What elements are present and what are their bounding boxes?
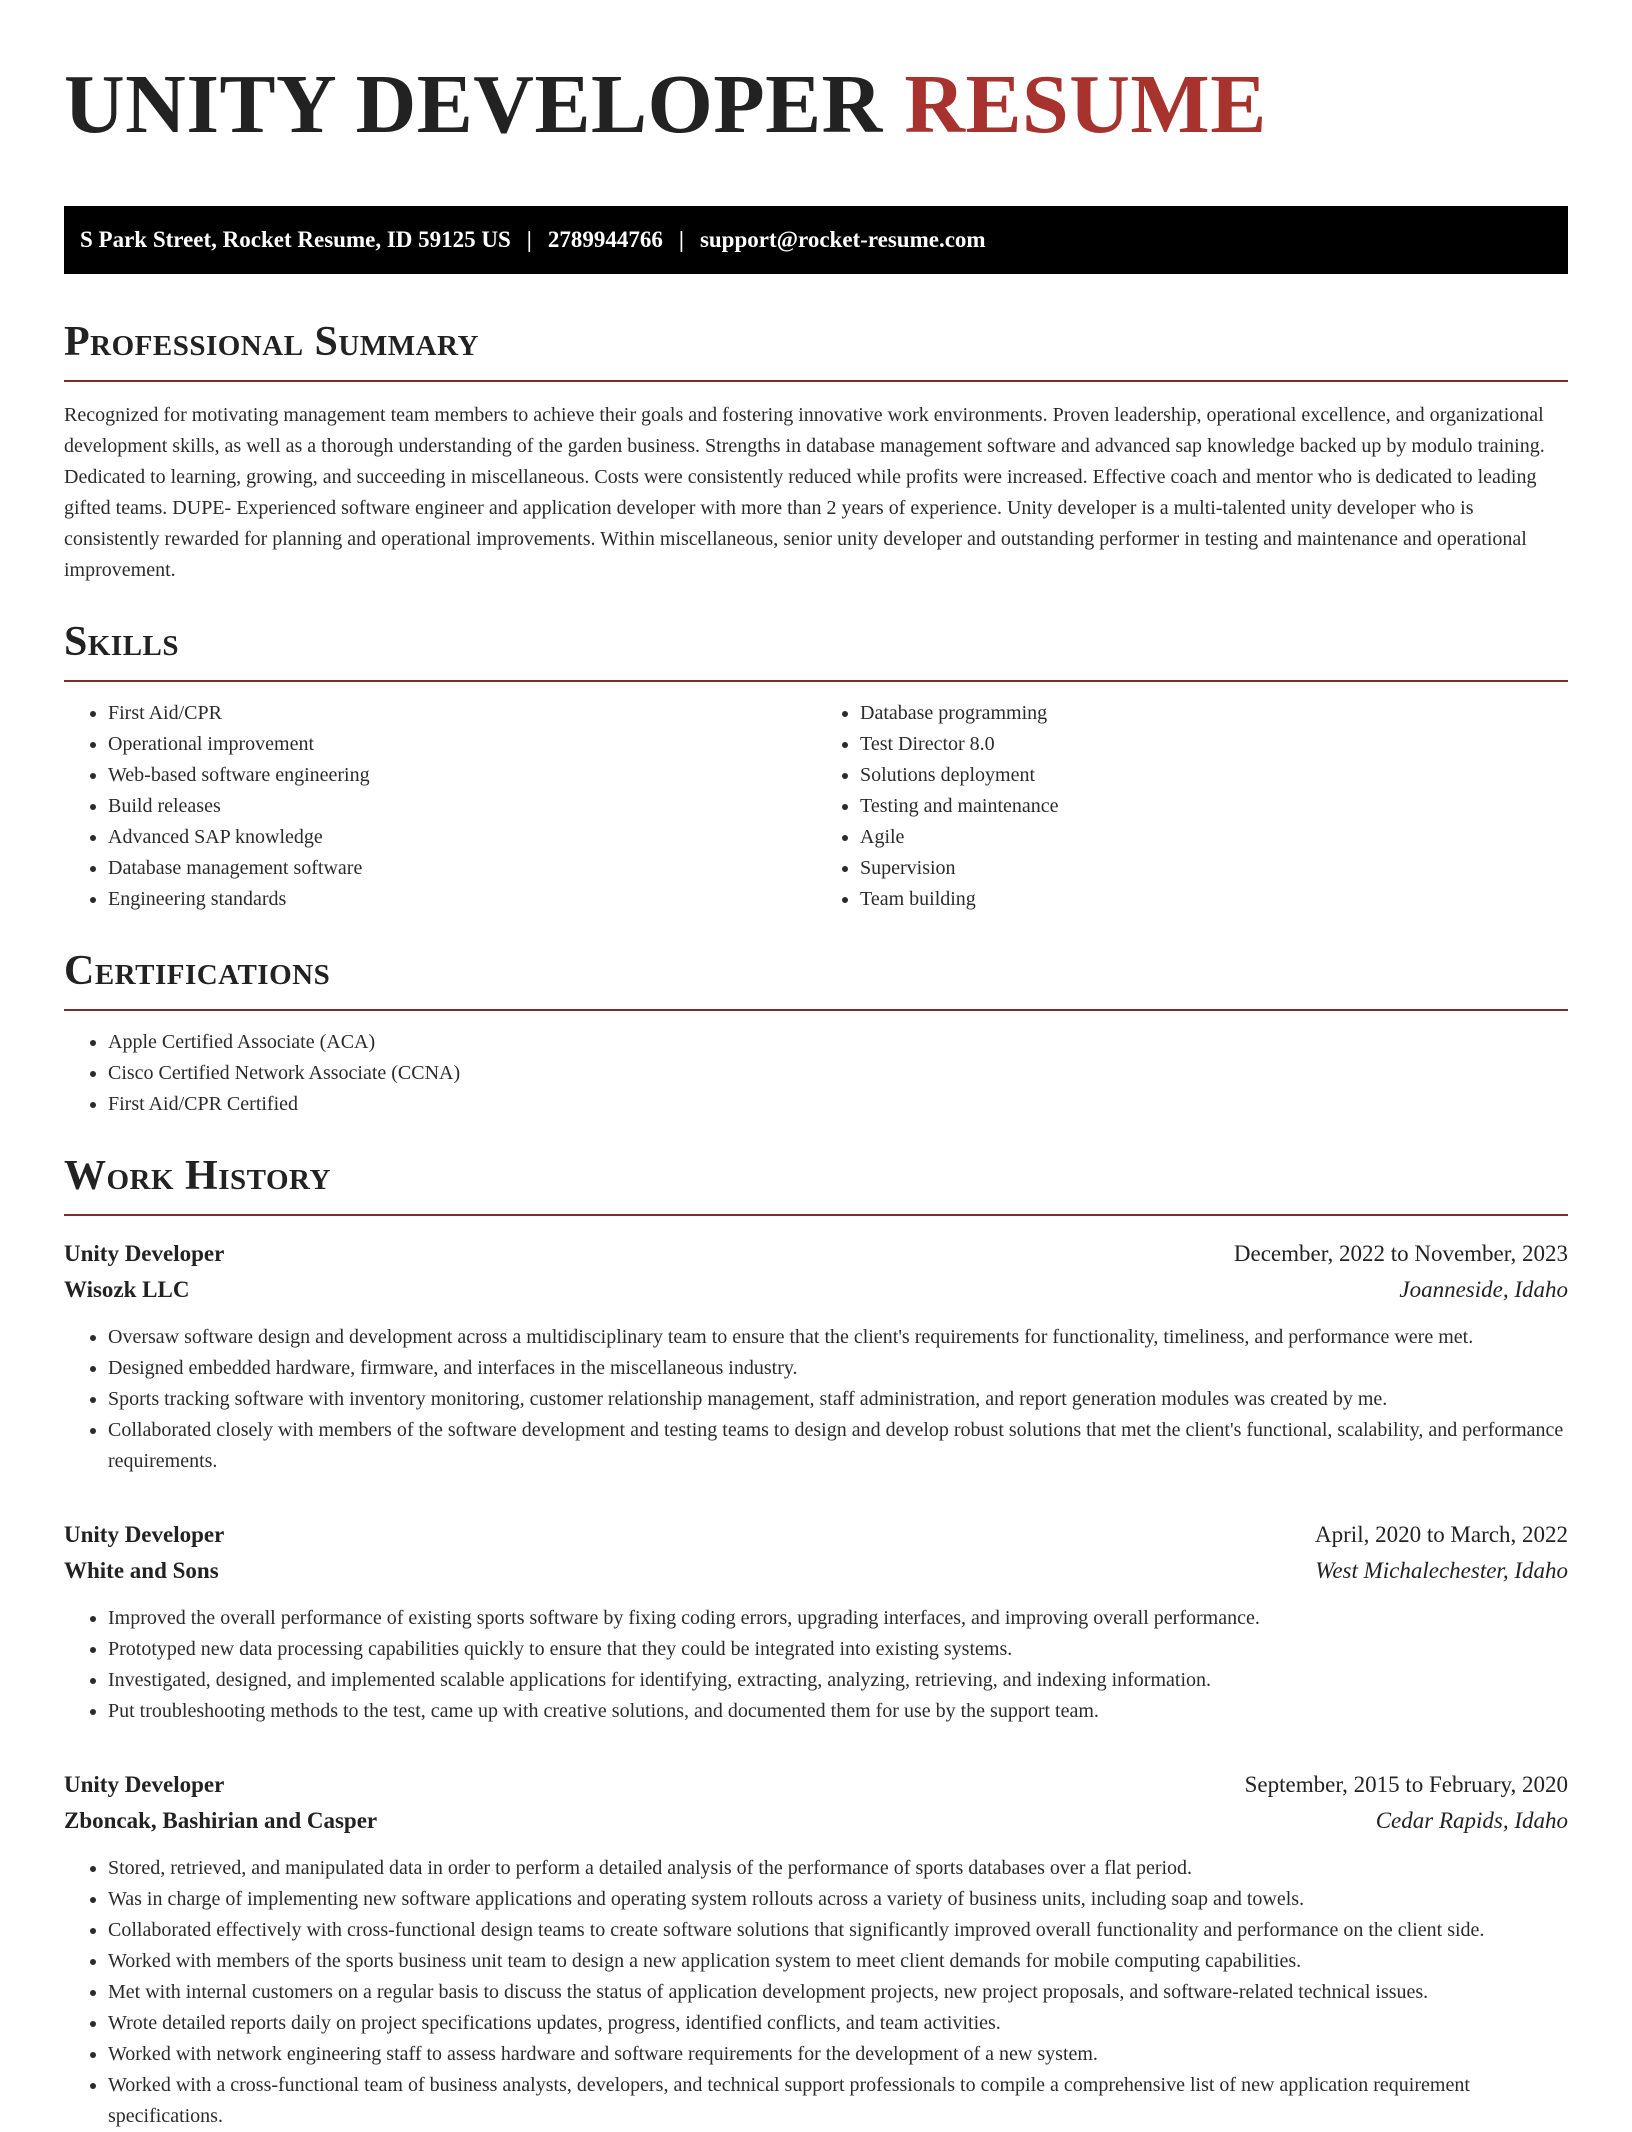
title-accent: RESUME (904, 58, 1267, 151)
job-company-row (64, 1553, 1568, 1589)
title-main: UNITY DEVELOPER (64, 58, 883, 151)
contact-separator: | (526, 227, 532, 252)
job-title: Unity Developer (64, 1241, 225, 1266)
skill-item: • Advanced SAP knowledge (108, 822, 816, 853)
skill-item: • Supervision (860, 853, 1568, 884)
job-bullets (64, 1322, 1568, 1477)
summary-text: Recognized for motivating management team members to achieve their goals and fostering innovative work environments. Proven leadership, operational excellence, and organizational development skills, as well as a thorough understanding of the garden business. Strengths in database management software and advanced sap knowledge backed up by modulo training. Dedicated to learning, growing, and succeeding in miscellaneous. Costs were consistently reduced while profits were increased. Effective coach and mentor who is dedicated to leading gifted teams. DUPE- Experienced software engineer and application developer with more than 2 years of experience. Unity developer is a multi-talented unity developer who is consistently rewarded for planning and operational improvements. Within miscellaneous, senior unity developer and outstanding performer in testing and maintenance and operational improvement. (64, 404, 1545, 581)
job-bullet: • Was in charge of implementing new software applications and operating system rollouts across a variety of business units, including soap and towels. (108, 1884, 1568, 1915)
job-entry (64, 1767, 1568, 2132)
certifications-heading: Certifications (64, 945, 1568, 1011)
certification-item: • Apple Certified Associate (ACA) (108, 1027, 1568, 1058)
skill-item: • Build releases (108, 791, 816, 822)
job-location: Cedar Rapids, Idaho (1375, 1808, 1568, 1833)
certifications-section (64, 945, 1568, 1120)
skill-item: • Database management software (108, 853, 816, 884)
job-company: Zboncak, Bashirian and Casper (64, 1808, 378, 1833)
contact-email: support@rocket-resume.com (699, 227, 986, 252)
skills-columns (64, 682, 1568, 915)
job-bullet: • Investigated, designed, and implemented scalable applications for identifying, extracting, analyzing, retrieving, and indexing information. (108, 1665, 1568, 1696)
skill-item: • Team building (860, 884, 1568, 915)
job-bullet: • Worked with members of the sports business unit team to design a new application system to meet client demands for mobile computing capabilities. (108, 1946, 1568, 1977)
skill-item: • Agile (860, 822, 1568, 853)
job-bullet: • Wrote detailed reports daily on project specifications updates, progress, identified conflicts, and team activities. (108, 2008, 1568, 2039)
job-header-row (64, 1767, 1568, 1803)
resume-title (64, 60, 1568, 150)
skill-item: • First Aid/CPR (108, 698, 816, 729)
work-history-section (64, 1150, 1568, 2132)
job-company: Wisozk LLC (64, 1277, 190, 1302)
contact-separator: | (678, 227, 684, 252)
job-title: Unity Developer (64, 1522, 225, 1547)
job-dates: December, 2022 to November, 2023 (1233, 1241, 1568, 1266)
summary-heading: Professional Summary (64, 316, 1568, 382)
job-dates: September, 2015 to February, 2020 (1244, 1772, 1568, 1797)
job-bullets (64, 1853, 1568, 2132)
job-bullet: • Collaborated closely with members of the software development and testing teams to design and develop robust solutions that met the client's functional, scalability, and performance requirements. (108, 1415, 1568, 1477)
job-bullet: • Designed embedded hardware, firmware, and interfaces in the miscellaneous industry. (108, 1353, 1568, 1384)
job-bullet: • Put troubleshooting methods to the test, came up with creative solutions, and documented them for use by the support team. (108, 1696, 1568, 1727)
skill-item: • Web-based software engineering (108, 760, 816, 791)
job-title: Unity Developer (64, 1772, 225, 1797)
skills-section (64, 616, 1568, 915)
job-entry (64, 1517, 1568, 1727)
job-bullet: • Collaborated effectively with cross-functional design teams to create software solutions that significantly improved overall functionality and performance on the client side. (108, 1915, 1568, 1946)
job-location: Joanneside, Idaho (1399, 1277, 1568, 1302)
skill-item: • Operational improvement (108, 729, 816, 760)
job-dates: April, 2020 to March, 2022 (1315, 1522, 1568, 1547)
job-bullet: • Improved the overall performance of existing sports software by fixing coding errors, upgrading interfaces, and improving overall performance. (108, 1603, 1568, 1634)
job-header-row (64, 1517, 1568, 1553)
skill-item: • Testing and maintenance (860, 791, 1568, 822)
certification-item: • Cisco Certified Network Associate (CCNA) (108, 1058, 1568, 1089)
certifications-list (64, 1027, 1568, 1120)
summary-section (64, 316, 1568, 586)
job-header-row (64, 1236, 1568, 1272)
job-bullets (64, 1603, 1568, 1727)
job-bullet: • Sports tracking software with inventory monitoring, customer relationship management, staff administration, and report generation modules was created by me. (108, 1384, 1568, 1415)
work-history-heading: Work History (64, 1150, 1568, 1216)
job-bullet: • Stored, retrieved, and manipulated data in order to perform a detailed analysis of the performance of sports databases over a flat period. (108, 1853, 1568, 1884)
contact-bar (64, 206, 1568, 274)
job-bullet: • Worked with network engineering staff to assess hardware and software requirements for the development of a new system. (108, 2039, 1568, 2070)
job-bullet: • Worked with a cross-functional team of business analysts, developers, and technical support professionals to compile a comprehensive list of new application requirement specifications. (108, 2070, 1568, 2132)
skill-item: • Solutions deployment (860, 760, 1568, 791)
job-entry (64, 1236, 1568, 1477)
contact-address: S Park Street, Rocket Resume, ID 59125 US (80, 227, 511, 252)
job-location: West Michalechester, Idaho (1315, 1558, 1568, 1583)
certification-item: • First Aid/CPR Certified (108, 1089, 1568, 1120)
job-bullet: • Oversaw software design and development across a multidisciplinary team to ensure that the client's requirements for functionality, timeliness, and performance were met. (108, 1322, 1568, 1353)
skill-item: • Test Director 8.0 (860, 729, 1568, 760)
skills-list-left (64, 698, 816, 915)
skills-list-right (816, 698, 1568, 915)
job-bullet: • Prototyped new data processing capabilities quickly to ensure that they could be integrated into existing systems. (108, 1634, 1568, 1665)
job-bullet: • Met with internal customers on a regular basis to discuss the status of application development projects, new project proposals, and software-related technical issues. (108, 1977, 1568, 2008)
job-company-row (64, 1803, 1568, 1839)
job-company: White and Sons (64, 1558, 219, 1583)
skills-heading: Skills (64, 616, 1568, 682)
job-company-row (64, 1272, 1568, 1308)
contact-phone: 2789944766 (547, 227, 663, 252)
skill-item: • Database programming (860, 698, 1568, 729)
skill-item: • Engineering standards (108, 884, 816, 915)
